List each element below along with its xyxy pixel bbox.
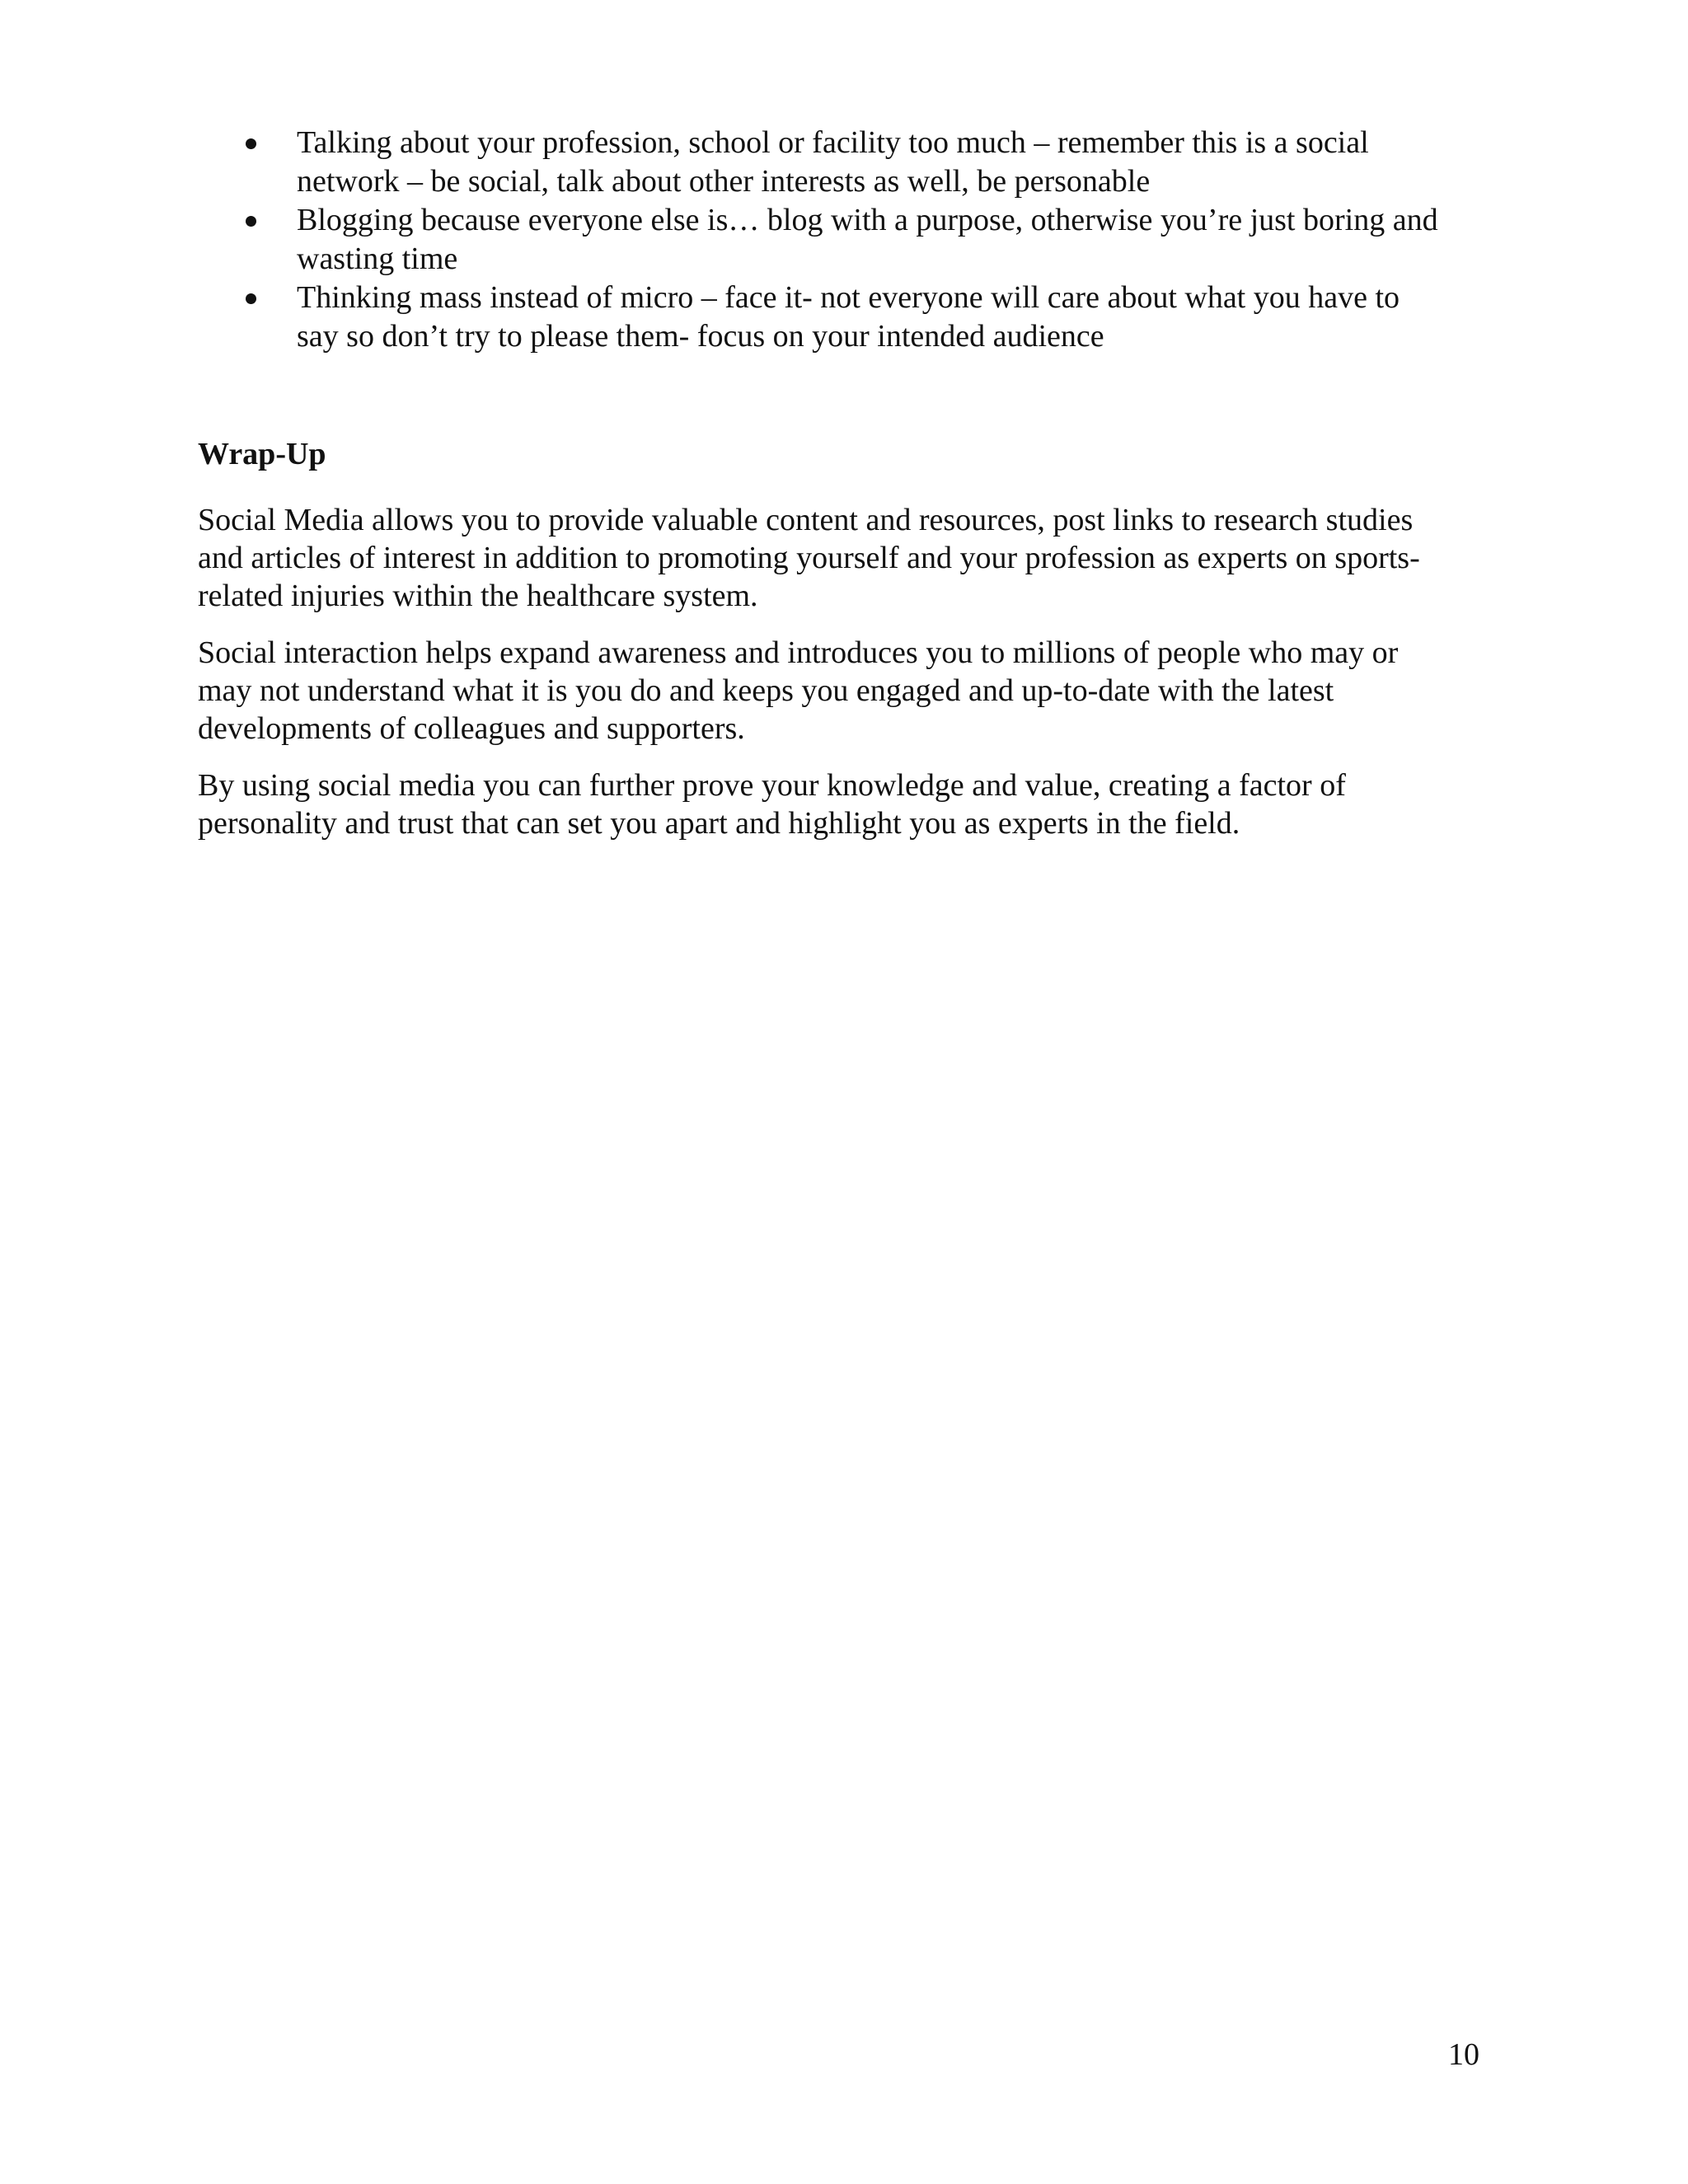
bullet-text-line: say so don’t try to please them- focus on your intended audience — [297, 319, 1104, 354]
paragraph — [198, 501, 1500, 615]
bullet-icon — [246, 138, 256, 149]
bullet-icon — [246, 216, 256, 227]
paragraph — [198, 766, 1500, 842]
paragraph-line: Social interaction helps expand awareness and introduces you to millions of people who may or — [198, 635, 1399, 670]
paragraph — [198, 634, 1500, 748]
bullet-text-line: wasting time — [297, 241, 458, 276]
bullet-item — [198, 201, 1484, 279]
paragraph-line: may not understand what it is you do and keeps you engaged and up-to-date with the latest — [198, 673, 1334, 708]
bullet-item — [198, 124, 1484, 201]
bullet-list — [198, 124, 1484, 356]
bullet-text-line: network – be social, talk about other interests as well, be personable — [297, 164, 1151, 199]
paragraph-line: and articles of interest in addition to promoting yourself and your profession as experts on sports- — [198, 541, 1420, 575]
paragraph-line: related injuries within the healthcare system. — [198, 579, 758, 613]
bullet-text-line: Blogging because everyone else is… blog with a purpose, otherwise you’re just boring and — [297, 203, 1438, 237]
paragraph-line: By using social media you can further prove your knowledge and value, creating a factor of — [198, 768, 1346, 803]
bullet-text-line: Talking about your profession, school or facility too much – remember this is a social — [297, 125, 1369, 160]
paragraph-line: personality and trust that can set you apart and highlight you as experts in the field. — [198, 806, 1240, 841]
paragraph-line: developments of colleagues and supporters. — [198, 711, 745, 746]
paragraph-line: Social Media allows you to provide valuable content and resources, post links to research studies — [198, 503, 1414, 537]
bullet-text-line: Thinking mass instead of micro – face it- not everyone will care about what you have to — [297, 280, 1400, 315]
page-number: 10 — [1448, 2037, 1479, 2072]
bullet-icon — [246, 293, 256, 304]
bullet-item — [198, 279, 1484, 356]
section-body — [198, 501, 1500, 861]
section-heading: Wrap-Up — [198, 437, 326, 471]
